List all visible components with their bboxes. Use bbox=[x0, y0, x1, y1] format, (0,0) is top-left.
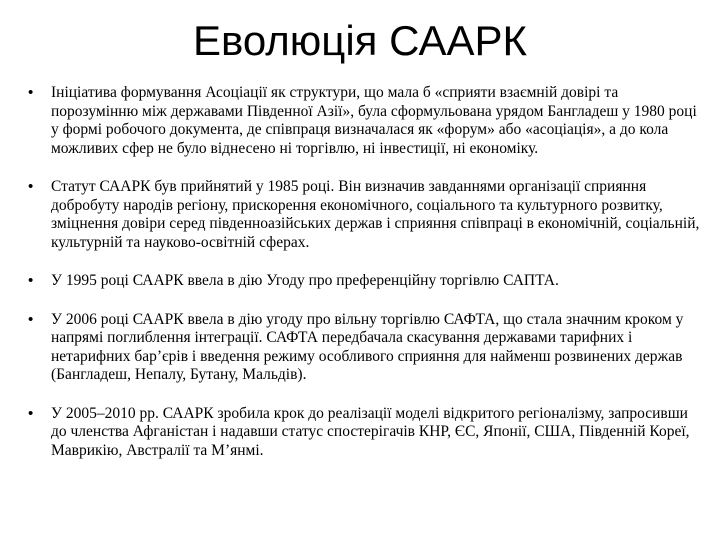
bullet-text: Ініціатива формування Асоціації як структури, що мала б «сприяти взаємній довірі та порозумінню між державами Південної Азії», була сформульована урядом Бангладеш у 1980 році у формі робочого документа, де співпраця визначалася як «форум» або «асоціація», а до кола можливих сфер не було віднесено ні торгівлю, ні інвестиції, ні економіку. bbox=[51, 84, 697, 157]
bullet-dot-icon: • bbox=[28, 404, 34, 422]
bullet-text: Статут СААРК був прийнятий у 1985 році. Він визначив завданнями організації сприяння добробуту народів регіону, прискорення економічного, соціального та культурного розвитку, зміцнення довіри серед південноазійських держав і сприяння співпраці в економічній, соціальній, культурній та науково-освітній сферах. bbox=[51, 178, 700, 251]
slide-title: Еволюція СААРК bbox=[192, 17, 527, 64]
bullet-text: У 1995 році СААРК ввела в дію Угоду про преференційну торгівлю САПТА. bbox=[51, 272, 559, 289]
bullet-text: У 2005–2010 рр. СААРК зробила крок до реалізації моделі відкритого регіоналізму, запросивши до членства Афганістан і надавши статус спостерігачів КНР, ЄС, Японії, США, Південній Кореї, Маврикію, Австралії та М’янмі. bbox=[51, 404, 690, 459]
bullet-list bbox=[28, 84, 700, 480]
bullet-dot-icon: • bbox=[28, 310, 34, 328]
bullet-item bbox=[28, 311, 700, 385]
bullet-item bbox=[28, 272, 700, 291]
bullet-item bbox=[28, 84, 700, 158]
bullet-dot-icon: • bbox=[28, 178, 34, 195]
bullet-text: У 2006 році СААРК ввела в дію угоду про вільну торгівлю САФТА, що стала значним кроком у напрямі поглиблення інтеграції. САФТА передбачала скасування державами тарифних і нетарифних бар’єрів і введення режиму особливого сприяння для найменш розвинених держав (Бангладеш, Непалу, Бутану, Мальдів). bbox=[51, 310, 684, 383]
bullet-dot-icon: • bbox=[28, 84, 34, 101]
bullet-item bbox=[28, 405, 700, 461]
bullet-dot-icon: • bbox=[28, 272, 34, 289]
bullet-item bbox=[28, 178, 700, 252]
